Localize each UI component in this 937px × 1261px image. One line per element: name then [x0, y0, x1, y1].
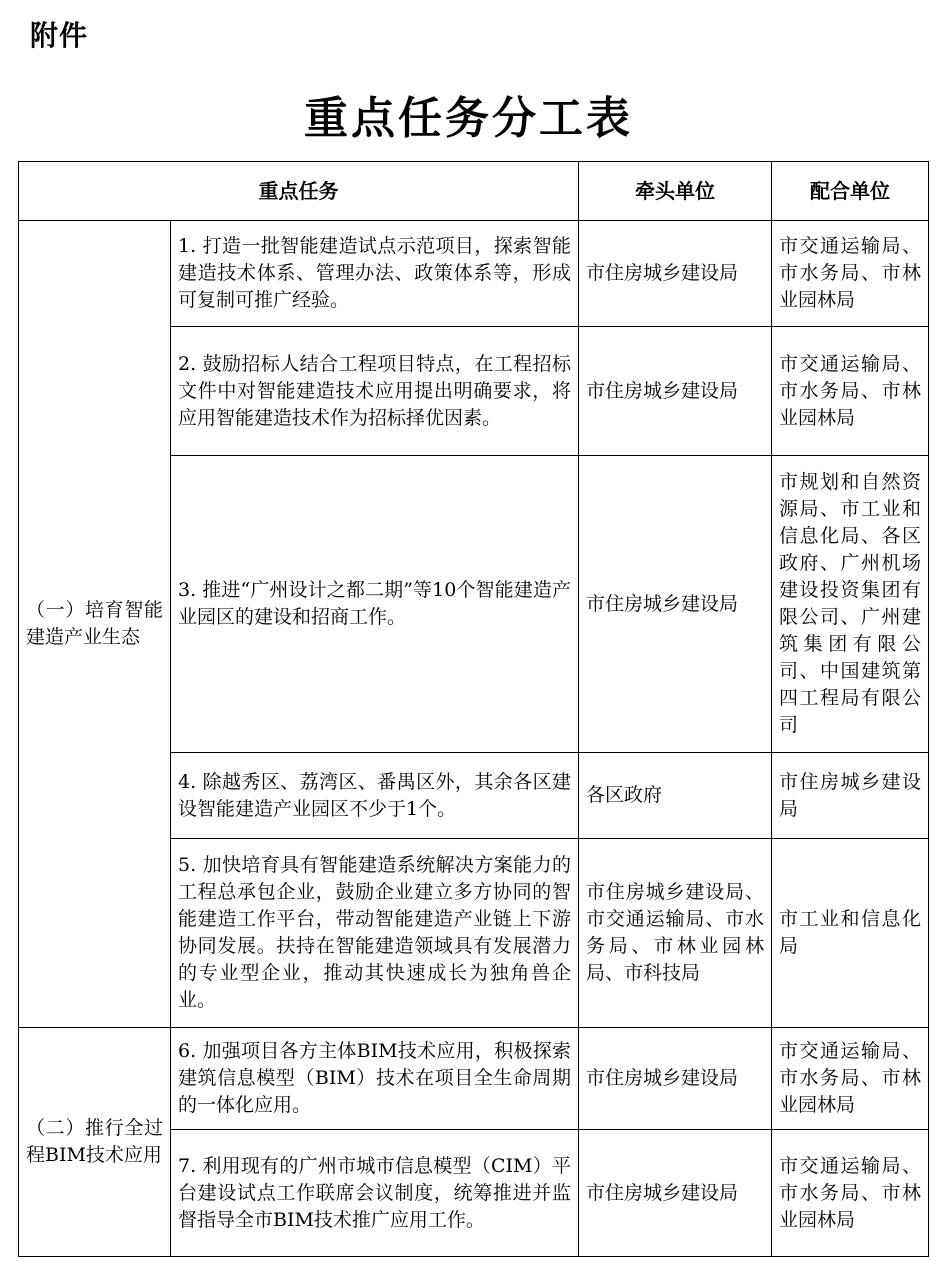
header-lead: 牵头单位 — [579, 162, 772, 221]
task-cell: 2. 鼓励招标人结合工程项目特点，在工程招标文件中对智能建造技术应用提出明确要求，将应用智能建造技术作为招标择优因素。 — [171, 327, 579, 456]
task-division-table — [18, 161, 929, 1257]
task-cell: 3. 推进“广州设计之都二期”等10个智能建造产业园区的建设和招商工作。 — [171, 456, 579, 753]
table-row — [19, 1028, 929, 1130]
category-cell: （二）推行全过程BIM技术应用 — [19, 1028, 171, 1257]
task-cell: 5. 加快培育具有智能建造系统解决方案能力的工程总承包企业，鼓励企业建立多方协同的智能建造工作平台，带动智能建造产业链上下游协同发展。扶持在智能建造领域具有发展潜力的专业型企业，推动其快速成长为独角兽企业。 — [171, 839, 579, 1028]
table-header-row — [19, 162, 929, 221]
document-title: 重点任务分工表 — [304, 93, 633, 144]
header-task: 重点任务 — [19, 162, 579, 221]
attachment-label: 附件 — [30, 19, 89, 52]
lead-unit-cell: 市住房城乡建设局 — [579, 221, 772, 327]
coop-unit-cell: 市交通运输局、市水务局、市林业园林局 — [772, 327, 929, 456]
coop-unit-cell: 市规划和自然资源局、市工业和信息化局、各区政府、广州机场建设投资集团有限公司、广州建筑集团有限公司、中国建筑第四工程局有限公司 — [772, 456, 929, 753]
lead-unit-cell: 市住房城乡建设局 — [579, 456, 772, 753]
task-cell: 6. 加强项目各方主体BIM技术应用，积极探索建筑信息模型（BIM）技术在项目全生命周期的一体化应用。 — [171, 1028, 579, 1130]
coop-unit-cell: 市交通运输局、市水务局、市林业园林局 — [772, 221, 929, 327]
coop-unit-cell: 市交通运输局、市水务局、市林业园林局 — [772, 1028, 929, 1130]
task-cell: 1. 打造一批智能建造试点示范项目，探索智能建造技术体系、管理办法、政策体系等，形成可复制可推广经验。 — [171, 221, 579, 327]
header-coop: 配合单位 — [772, 162, 929, 221]
lead-unit-cell: 市住房城乡建设局、市交通运输局、市水务局、市林业园林局、市科技局 — [579, 839, 772, 1028]
coop-unit-cell: 市交通运输局、市水务局、市林业园林局 — [772, 1130, 929, 1257]
coop-unit-cell: 市住房城乡建设局 — [772, 753, 929, 839]
task-cell: 4. 除越秀区、荔湾区、番禺区外，其余各区建设智能建造产业园区不少于1个。 — [171, 753, 579, 839]
table-row — [19, 221, 929, 327]
lead-unit-cell: 市住房城乡建设局 — [579, 1130, 772, 1257]
coop-unit-cell: 市工业和信息化局 — [772, 839, 929, 1028]
task-cell: 7. 利用现有的广州市城市信息模型（CIM）平台建设试点工作联席会议制度，统筹推进并监督指导全市BIM技术推广应用工作。 — [171, 1130, 579, 1257]
lead-unit-cell: 市住房城乡建设局 — [579, 1028, 772, 1130]
lead-unit-cell: 市住房城乡建设局 — [579, 327, 772, 456]
lead-unit-cell: 各区政府 — [579, 753, 772, 839]
category-cell: （一）培育智能建造产业生态 — [19, 221, 171, 1028]
